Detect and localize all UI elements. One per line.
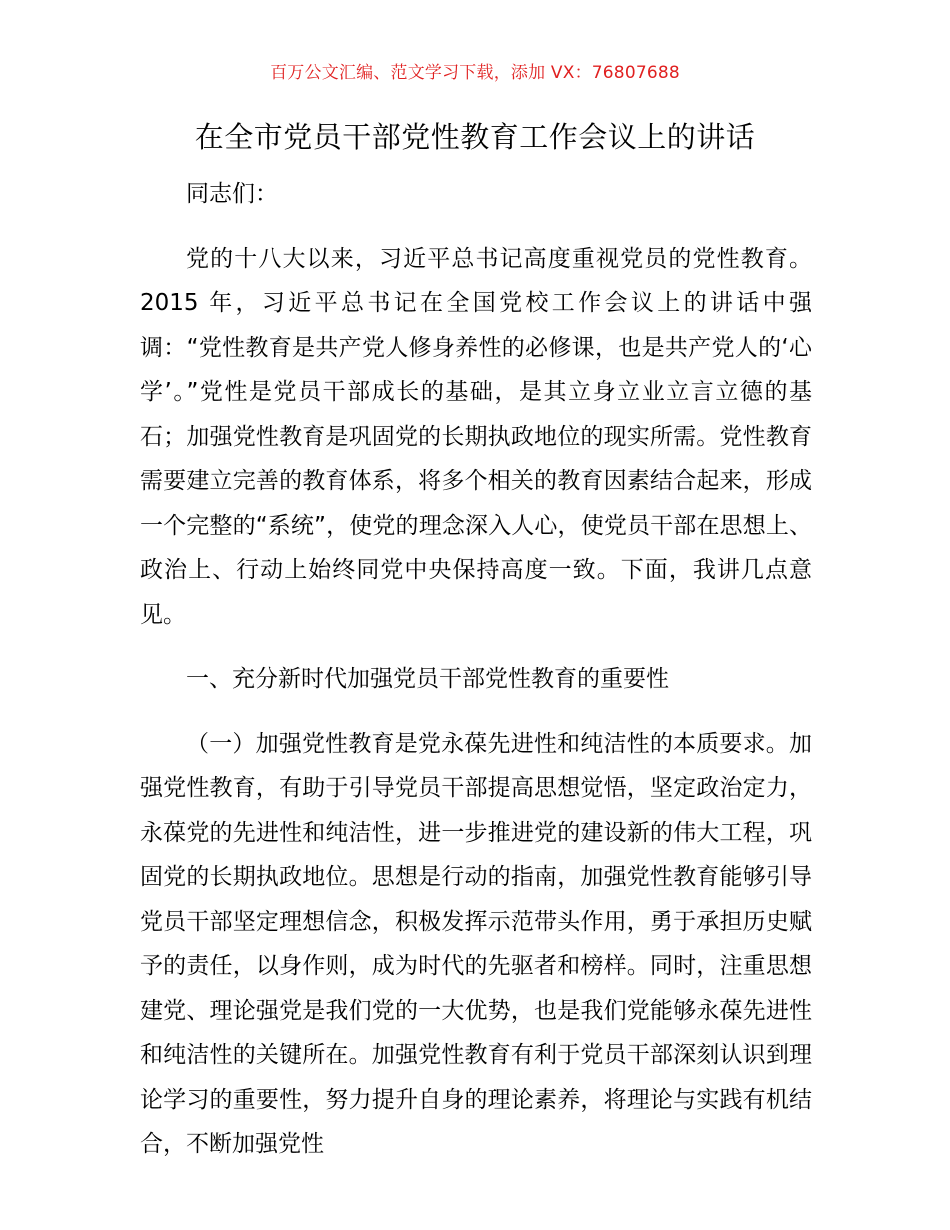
header-note: 百万公文汇编、范文学习下载，添加 VX：76807688	[270, 63, 680, 83]
salutation: 同志们：	[186, 181, 278, 207]
document-body	[140, 172, 812, 1167]
paragraph-section1-sub1: （一）加强党性教育是党永葆先进性和纯洁性的本质要求。加强党性教育，有助于引导党员干部提高思想觉悟，坚定政治定力，永葆党的先进性和纯洁性，进一步推进党的建设新的伟大工程，巩固党的长期执政地位。思想是行动的指南，加强党性教育能够引导党员干部坚定理想信念，积极发挥示范带头作用，勇于承担历史赋予的责任，以身作则，成为时代的先驱者和榜样。同时，注重思想建党、理论强党是我们党的一大优势，也是我们党能够永葆先进性和纯洁性的关键所在。加强党性教育有利于党员干部深刻认识到理论学习的重要性，努力提升自身的理论素养，将理论与实践有机结合，不断加强党性	[140, 730, 812, 1157]
section-heading-1: 一、充分新时代加强党员干部党性教育的重要性	[186, 666, 669, 692]
page-title: 在全市党员干部党性教育工作会议上的讲话	[194, 120, 756, 154]
paragraph-intro: 党的十八大以来，习近平总书记高度重视党员的党性教育。2015 年，习近平总书记在全国党校工作会议上的讲话中强调：“党性教育是共产党人修身养性的必修课，也是共产党人的‘心学’。”党性是党员干部成长的基础，是其立身立业立言立德的基石；加强党性教育是巩固党的长期执政地位的现实所需。党性教育需要建立完善的教育体系，将多个相关的教育因素结合起来，形成一个完整的“系统”，使党的理念深入人心，使党员干部在思想上、政治上、行动上始终同党中央保持高度一致。下面，我讲几点意见。	[140, 245, 812, 628]
